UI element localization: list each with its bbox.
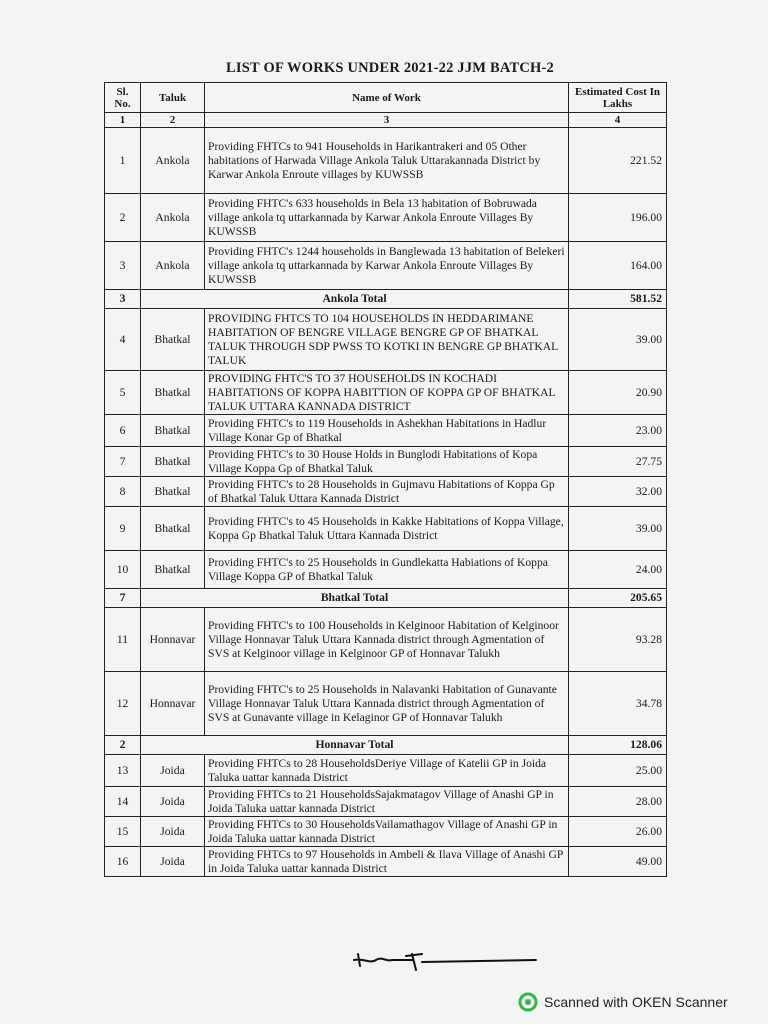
taluk: Bhatkal <box>141 477 205 507</box>
table-row <box>105 755 667 787</box>
table-row <box>105 194 667 242</box>
estimated-cost: 20.90 <box>569 371 667 415</box>
work-name: Providing FHTC's to 28 Households in Gujmavu Habitations of Koppa Gp of Bhatkal Taluk Uttara Kannada District <box>205 477 569 507</box>
table-row <box>105 371 667 415</box>
work-name: Providing FHTC's 1244 households in Banglewada 13 habitation of Belekeri village ankola tq uttarkannada by Karwar Ankola Enroute Villages By KUWSSB <box>205 242 569 290</box>
signature-scribble <box>350 940 540 976</box>
work-name: Providing FHTCs to 28 HouseholdsDeriye Village of Katelii GP in Joida Taluka uattar kannada District <box>205 755 569 787</box>
work-name: Providing FHTC's to 25 Households in Nalavanki Habitation of Gunavante Village Honnavar Taluk Uttara Kannada district through Agmentation of SVS at Gunavante village in Kelaginor GP of Honnavar Talukh <box>205 672 569 736</box>
column-number: 2 <box>141 113 205 128</box>
oken-logo-icon <box>518 992 538 1012</box>
estimated-cost: 23.00 <box>569 415 667 447</box>
estimated-cost: 221.52 <box>569 128 667 194</box>
taluk: Bhatkal <box>141 447 205 477</box>
total-cost: 128.06 <box>569 736 667 755</box>
total-label: Bhatkal Total <box>141 589 569 608</box>
total-count: 3 <box>105 290 141 309</box>
taluk-total-row <box>105 736 667 755</box>
estimated-cost: 25.00 <box>569 755 667 787</box>
estimated-cost: 164.00 <box>569 242 667 290</box>
estimated-cost: 27.75 <box>569 447 667 477</box>
table-row <box>105 415 667 447</box>
work-name: Providing FHTCs to 941 Households in Harikantrakeri and 05 Other habitations of Harwada Village Ankola Taluk Uttarakannada District by Karwar Ankola Enroute villages by KUWSSB <box>205 128 569 194</box>
taluk: Ankola <box>141 128 205 194</box>
header-sl: Sl. No. <box>105 83 141 113</box>
total-count: 7 <box>105 589 141 608</box>
column-number-row <box>105 113 667 128</box>
header-name: Name of Work <box>205 83 569 113</box>
estimated-cost: 196.00 <box>569 194 667 242</box>
work-name: PROVIDING FHTCS TO 104 HOUSEHOLDS IN HEDDARIMANE HABITATION OF BENGRE VILLAGE BENGRE GP OF BHATKAL TALUK THROUGH SDP PWSS TO KOTKI IN BENGRE GP BHATKAL TALUK <box>205 309 569 371</box>
estimated-cost: 49.00 <box>569 847 667 877</box>
sl-no: 8 <box>105 477 141 507</box>
sl-no: 2 <box>105 194 141 242</box>
taluk: Bhatkal <box>141 551 205 589</box>
work-name: Providing FHTCs to 97 Households in Ambeli & Ilava Village of Anashi GP in Joida Taluka uattar kannada District <box>205 847 569 877</box>
total-label: Honnavar Total <box>141 736 569 755</box>
total-cost: 205.65 <box>569 589 667 608</box>
table-row <box>105 551 667 589</box>
work-name: Providing FHTC's to 119 Households in Ashekhan Habitations in Hadlur Village Konar Gp of Bhatkal <box>205 415 569 447</box>
table-row <box>105 787 667 817</box>
estimated-cost: 24.00 <box>569 551 667 589</box>
column-number: 3 <box>205 113 569 128</box>
taluk: Joida <box>141 817 205 847</box>
total-label: Ankola Total <box>141 290 569 309</box>
estimated-cost: 39.00 <box>569 309 667 371</box>
sl-no: 16 <box>105 847 141 877</box>
column-number: 1 <box>105 113 141 128</box>
taluk: Honnavar <box>141 672 205 736</box>
table-row <box>105 128 667 194</box>
taluk-total-row <box>105 290 667 309</box>
taluk: Joida <box>141 847 205 877</box>
table-row <box>105 242 667 290</box>
sl-no: 6 <box>105 415 141 447</box>
sl-no: 12 <box>105 672 141 736</box>
sl-no: 10 <box>105 551 141 589</box>
work-name: Providing FHTC's to 25 Households in Gundlekatta Habiations of Koppa Village Koppa GP of Bhatkal Taluk <box>205 551 569 589</box>
work-name: Providing FHTCs to 30 HouseholdsVailamathagov Village of Anashi GP in Joida Taluka uattar kannada District <box>205 817 569 847</box>
taluk: Joida <box>141 787 205 817</box>
taluk: Ankola <box>141 194 205 242</box>
sl-no: 15 <box>105 817 141 847</box>
scanner-text: Scanned with OKEN Scanner <box>544 994 728 1010</box>
table-row <box>105 847 667 877</box>
work-name: Providing FHTC's 633 households in Bela 13 habitation of Bobruwada village ankola tq uttarkannada by Karwar Ankola Enroute Villages By KUWSSB <box>205 194 569 242</box>
estimated-cost: 28.00 <box>569 787 667 817</box>
taluk: Bhatkal <box>141 371 205 415</box>
total-cost: 581.52 <box>569 290 667 309</box>
sl-no: 13 <box>105 755 141 787</box>
sl-no: 7 <box>105 447 141 477</box>
scanner-watermark <box>518 991 728 1013</box>
document-title: LIST OF WORKS UNDER 2021-22 JJM BATCH-2 <box>226 60 554 76</box>
work-name: Providing FHTC's to 30 House Holds in Bunglodi Habitations of Kopa Village Koppa Gp of Bhatkal Taluk <box>205 447 569 477</box>
work-name: PROVIDING FHTC'S TO 37 HOUSEHOLDS IN KOCHADI HABITATIONS OF KOPPA HABITTION OF KOPPA GP OF BHATKAL TALUK UTTARA KANNADA DISTRICT <box>205 371 569 415</box>
sl-no: 4 <box>105 309 141 371</box>
table-row <box>105 608 667 672</box>
sl-no: 5 <box>105 371 141 415</box>
taluk: Bhatkal <box>141 507 205 551</box>
work-name: Providing FHTC's to 100 Households in Kelginoor Habitation of Kelginoor Village Honnavar Taluk Uttara Kannada district through Agmentation of SVS at Kelginoor village in Kelginoor GP of Honnavar Talukh <box>205 608 569 672</box>
works-table-body <box>105 128 667 877</box>
table-row <box>105 507 667 551</box>
table-row <box>105 477 667 507</box>
header-taluk: Taluk <box>141 83 205 113</box>
work-name: Providing FHTCs to 21 HouseholdsSajakmatagov Village of Anashi GP in Joida Taluka uattar kannada District <box>205 787 569 817</box>
table-row <box>105 309 667 371</box>
taluk: Bhatkal <box>141 309 205 371</box>
estimated-cost: 39.00 <box>569 507 667 551</box>
header-row <box>105 83 667 113</box>
column-number: 4 <box>569 113 667 128</box>
table-row <box>105 447 667 477</box>
estimated-cost: 26.00 <box>569 817 667 847</box>
taluk-total-row <box>105 589 667 608</box>
estimated-cost: 34.78 <box>569 672 667 736</box>
taluk: Bhatkal <box>141 415 205 447</box>
estimated-cost: 32.00 <box>569 477 667 507</box>
sl-no: 1 <box>105 128 141 194</box>
taluk: Joida <box>141 755 205 787</box>
sl-no: 11 <box>105 608 141 672</box>
sl-no: 9 <box>105 507 141 551</box>
works-table <box>104 82 667 877</box>
sl-no: 14 <box>105 787 141 817</box>
estimated-cost: 93.28 <box>569 608 667 672</box>
header-cost: Estimated Cost In Lakhs <box>569 83 667 113</box>
total-count: 2 <box>105 736 141 755</box>
table-row <box>105 817 667 847</box>
sl-no: 3 <box>105 242 141 290</box>
work-name: Providing FHTC's to 45 Households in Kakke Habitations of Koppa Village, Koppa Gp Bhatkal Taluk Uttara Kannada District <box>205 507 569 551</box>
table-row <box>105 672 667 736</box>
taluk: Ankola <box>141 242 205 290</box>
taluk: Honnavar <box>141 608 205 672</box>
